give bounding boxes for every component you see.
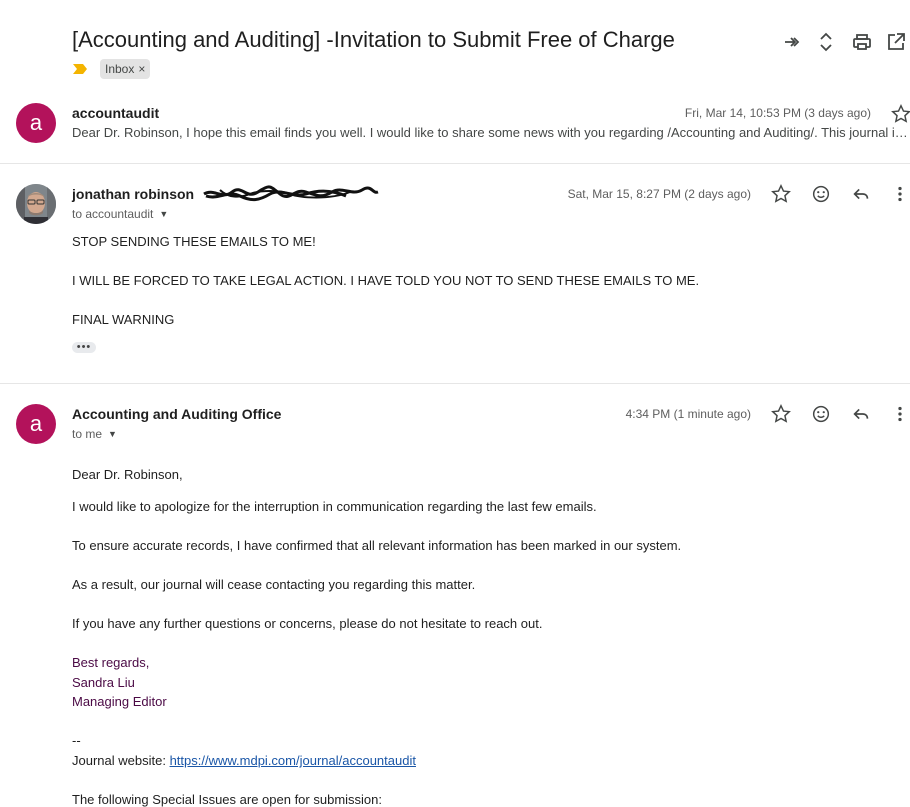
inbox-label-text: Inbox — [105, 62, 135, 76]
reply-icon[interactable] — [850, 403, 872, 425]
sender-name[interactable]: jonathan robinson — [72, 186, 195, 202]
journal-website-link[interactable]: https://www.mdpi.com/journal/accountaudit — [169, 753, 416, 768]
message-date[interactable]: Sat, Mar 15, 8:27 PM (2 days ago) — [567, 187, 751, 201]
signature-title: Managing Editor — [72, 694, 167, 709]
sender-name[interactable]: Accounting and Auditing Office — [72, 406, 282, 422]
journal-website-label: Journal website: — [72, 753, 170, 768]
important-marker-icon[interactable] — [72, 63, 88, 75]
label-row — [72, 59, 150, 79]
header-toolbar — [780, 30, 910, 54]
star-icon[interactable] — [770, 403, 792, 425]
sender-name[interactable]: accountaudit — [72, 105, 160, 121]
chevron-down-icon[interactable]: ▼ — [159, 209, 169, 219]
redacted-email-scribble — [200, 184, 384, 204]
message-divider — [0, 163, 910, 164]
recipient-line[interactable] — [72, 207, 168, 221]
signature-separator: -- — [72, 733, 81, 748]
star-icon[interactable] — [770, 183, 792, 205]
emoji-reaction-icon[interactable] — [810, 183, 832, 205]
body-line: As a result, our journal will cease contacting you regarding this matter. — [72, 577, 476, 592]
message-divider — [0, 383, 910, 384]
body-line: If you have any further questions or concerns, please do not hesitate to reach out. — [72, 616, 543, 631]
recipient-text: to me — [72, 427, 103, 441]
open-new-window-icon[interactable] — [884, 30, 908, 54]
body-line: FINAL WARNING — [72, 312, 175, 327]
show-trimmed-content-button[interactable]: ••• — [72, 342, 96, 353]
forward-all-icon[interactable] — [780, 30, 804, 54]
recipient-line[interactable] — [72, 427, 117, 441]
avatar: a — [16, 404, 56, 444]
signature-line: Best regards, — [72, 655, 150, 670]
body-line: STOP SENDING THESE EMAILS TO ME! — [72, 234, 316, 249]
more-options-icon[interactable] — [890, 183, 910, 205]
inbox-label-chip[interactable] — [100, 59, 150, 79]
message-snippet[interactable]: Dear Dr. Robinson, I hope this email finds you well. I would like to share some news with you regarding /Accounting and Auditing/. This journal i… — [72, 125, 908, 140]
remove-label-icon[interactable]: × — [138, 62, 146, 76]
avatar — [16, 184, 56, 224]
message-date[interactable]: Fri, Mar 14, 10:53 PM (3 days ago) — [684, 106, 871, 120]
body-line: To ensure accurate records, I have confirmed that all relevant information has been marked in our system. — [72, 538, 682, 553]
reply-icon[interactable] — [850, 183, 872, 205]
recipient-text: to accountaudit — [72, 207, 154, 221]
body-line: I would like to apologize for the interruption in communication regarding the last few emails. — [72, 499, 597, 514]
emoji-reaction-icon[interactable] — [810, 403, 832, 425]
more-options-icon[interactable] — [890, 403, 910, 425]
message-date[interactable]: 4:34 PM (1 minute ago) — [625, 407, 751, 421]
avatar: a — [16, 103, 56, 143]
body-line: The following Special Issues are open for submission: — [72, 792, 382, 807]
email-subject: [Accounting and Auditing] -Invitation to Submit Free of Charge — [72, 27, 675, 52]
body-line: Dear Dr. Robinson, — [72, 467, 183, 482]
signature-name: Sandra Liu — [72, 675, 135, 690]
journal-website-line — [72, 753, 416, 768]
chevron-down-icon[interactable]: ▼ — [108, 429, 117, 439]
star-icon[interactable] — [890, 103, 910, 125]
print-icon[interactable] — [850, 30, 874, 54]
expand-collapse-icon[interactable] — [814, 30, 838, 54]
body-line: I WILL BE FORCED TO TAKE LEGAL ACTION. I HAVE TOLD YOU NOT TO SEND THESE EMAILS TO ME. — [72, 273, 700, 288]
